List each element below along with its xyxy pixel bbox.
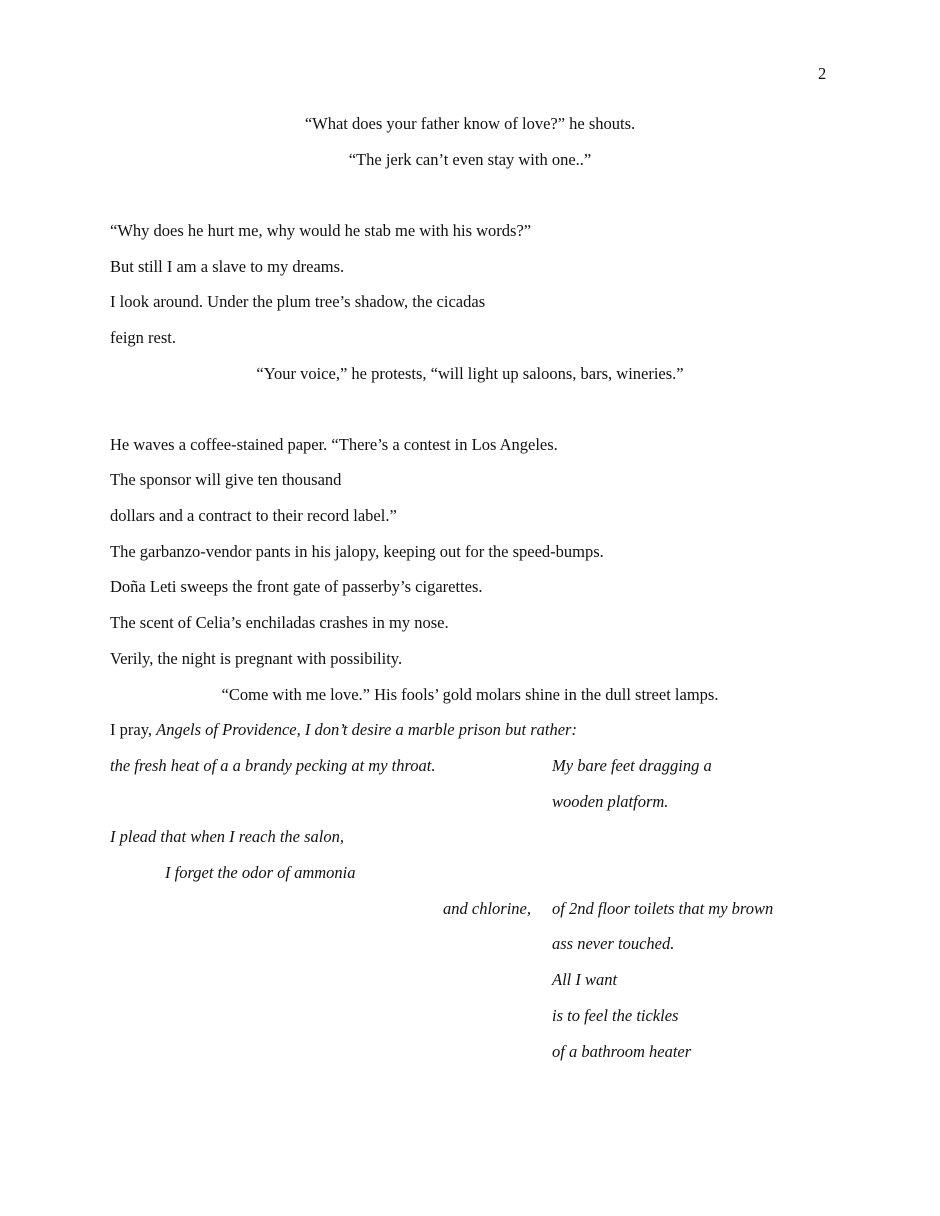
poem-line: “Why does he hurt me, why would he stab me with his words?” [110, 221, 532, 240]
poem-line: “Come with me love.” His fools’ gold molars shine in the dull street lamps. [221, 685, 719, 704]
poem-line: feign rest. [110, 328, 176, 347]
poem-line: My bare feet dragging a [552, 756, 712, 775]
poem-line: But still I am a slave to my dreams. [110, 257, 345, 276]
poem-line: the fresh heat of a a brandy pecking at my throat. [110, 756, 436, 775]
poem-line: of a bathroom heater [552, 1042, 692, 1061]
poem-line: I forget the odor of ammonia [165, 863, 356, 882]
poem-line: “Your voice,” he protests, “will light up saloons, bars, wineries.” [256, 364, 684, 383]
poem-line-italic: Angels of Providence, I don’t desire a marble prison but rather: [156, 720, 577, 739]
poem-line: dollars and a contract to their record label.” [110, 506, 397, 525]
poem-line: “What does your father know of love?” he shouts. [304, 114, 636, 133]
poem-line: I plead that when I reach the salon, [110, 827, 345, 846]
poem-line-roman: I pray, [110, 720, 157, 739]
poem-line: ass never touched. [552, 934, 675, 953]
poem-line: He waves a coffee-stained paper. “There’s a contest in Los Angeles. [110, 435, 558, 454]
poem-line: Doña Leti sweeps the front gate of passerby’s cigarettes. [110, 577, 483, 596]
poem-line: The garbanzo-vendor pants in his jalopy, keeping out for the speed-bumps. [110, 542, 604, 561]
poem-line: The scent of Celia’s enchiladas crashes in my nose. [110, 613, 449, 632]
poem-line: All I want [552, 970, 618, 989]
poem-line: I look around. Under the plum tree’s shadow, the cicadas [110, 292, 486, 311]
poem-line: wooden platform. [552, 792, 669, 811]
poem-line [110, 720, 577, 740]
poem-line: of 2nd floor toilets that my brown [552, 899, 774, 918]
poem-line: “The jerk can’t even stay with one..” [348, 150, 592, 169]
poem-line: The sponsor will give ten thousand [110, 470, 342, 489]
poem-line: Verily, the night is pregnant with possibility. [110, 649, 403, 668]
poem-line: is to feel the tickles [552, 1006, 679, 1025]
page-number: 2 [818, 64, 827, 83]
poem-line: and chlorine, [443, 899, 531, 918]
